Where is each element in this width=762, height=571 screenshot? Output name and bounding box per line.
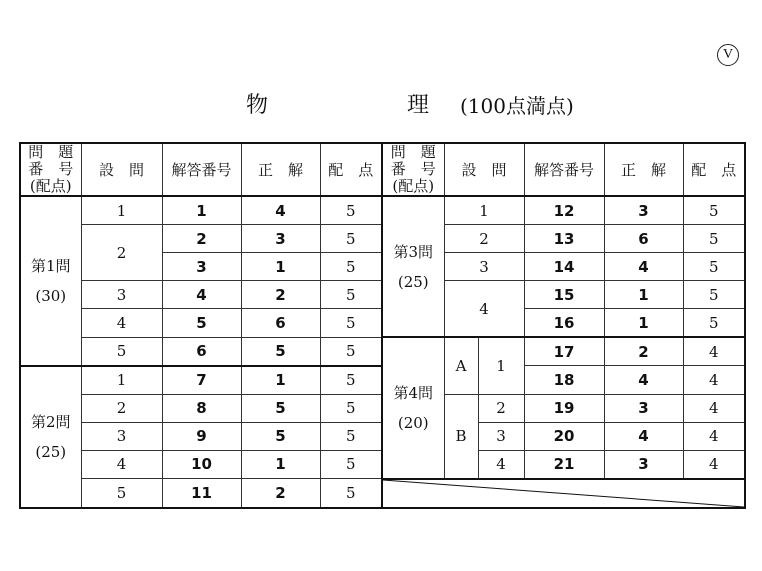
answer-no-cell: 17: [524, 337, 604, 366]
header-question: 設 問: [81, 143, 162, 196]
header-points: 配 点: [320, 143, 382, 196]
group-cell: [382, 196, 444, 337]
question-cell: 1: [81, 366, 162, 395]
answer-no-cell: 19: [524, 394, 604, 422]
correct-cell: 4: [604, 253, 683, 281]
question-cell: 2: [444, 225, 524, 253]
points-cell: 4: [683, 337, 745, 366]
group-points: (20): [397, 413, 429, 432]
answer-no-cell: 8: [162, 394, 241, 422]
points-cell: 5: [320, 253, 382, 281]
header-answer-no: 解答番号: [524, 143, 604, 196]
points-cell: 5: [683, 196, 745, 225]
answer-no-cell: 21: [524, 450, 604, 479]
question-cell: 2: [478, 394, 524, 422]
answer-no-cell: 9: [162, 422, 241, 450]
table-row: [20, 196, 745, 225]
correct-cell: 1: [241, 450, 320, 479]
answer-no-cell: 12: [524, 196, 604, 225]
question-cell: 3: [81, 281, 162, 309]
answer-no-cell: 11: [162, 479, 241, 508]
group-points: (25): [35, 442, 67, 461]
correct-cell: 3: [241, 225, 320, 253]
group-cell: [20, 196, 81, 366]
points-cell: 5: [683, 309, 745, 338]
header-row: [20, 143, 745, 196]
header-problem-no: [382, 143, 444, 196]
answer-no-cell: 7: [162, 366, 241, 395]
correct-cell: 4: [604, 366, 683, 395]
question-cell: 2: [81, 394, 162, 422]
answer-no-cell: 10: [162, 450, 241, 479]
correct-cell: 1: [604, 281, 683, 309]
group-cell: [20, 366, 81, 508]
points-cell: 5: [320, 422, 382, 450]
question-cell: 3: [81, 422, 162, 450]
correct-cell: 4: [604, 422, 683, 450]
points-cell: 5: [320, 281, 382, 309]
question-cell: 2: [81, 225, 162, 281]
header-line: 番 号: [390, 160, 436, 178]
correct-cell: 4: [241, 196, 320, 225]
correct-cell: 2: [241, 281, 320, 309]
answer-no-cell: 2: [162, 225, 241, 253]
question-cell: 5: [81, 479, 162, 508]
table-row: [20, 337, 745, 366]
table-row: [20, 479, 745, 508]
correct-cell: 3: [604, 394, 683, 422]
points-cell: 5: [320, 479, 382, 508]
page-title: [246, 88, 430, 119]
question-cell: 3: [444, 253, 524, 281]
answer-no-cell: 1: [162, 196, 241, 225]
group-points: (30): [35, 286, 67, 305]
answer-no-cell: 5: [162, 309, 241, 338]
correct-cell: 2: [241, 479, 320, 508]
points-cell: 4: [683, 422, 745, 450]
answer-no-cell: 13: [524, 225, 604, 253]
section-cell: A: [444, 337, 478, 394]
header-points: 配 点: [683, 143, 745, 196]
question-cell: 5: [81, 337, 162, 366]
group-label: 第1問: [30, 256, 71, 275]
answer-no-cell: 14: [524, 253, 604, 281]
answer-no-cell: 15: [524, 281, 604, 309]
correct-cell: 6: [604, 225, 683, 253]
question-cell: 1: [478, 337, 524, 394]
points-cell: 5: [320, 309, 382, 338]
diagonal-line: [383, 480, 744, 507]
empty-slash-cell: [382, 479, 745, 508]
correct-cell: 1: [241, 366, 320, 395]
answer-no-cell: 3: [162, 253, 241, 281]
points-cell: 5: [320, 337, 382, 366]
answer-table: [19, 142, 746, 509]
group-cell: [382, 337, 444, 479]
answer-no-cell: 16: [524, 309, 604, 338]
title-points: (100点満点): [460, 94, 574, 118]
version-badge: V: [717, 44, 739, 66]
header-problem-no: [20, 143, 81, 196]
points-cell: 5: [320, 450, 382, 479]
points-cell: 5: [320, 225, 382, 253]
title-char-left: 物: [246, 93, 270, 118]
question-cell: 4: [444, 281, 524, 338]
question-cell: 1: [81, 196, 162, 225]
group-label: 第3問: [393, 242, 434, 261]
points-cell: 5: [683, 253, 745, 281]
header-correct: 正 解: [604, 143, 683, 196]
points-cell: 4: [683, 450, 745, 479]
header-line: 問 題: [390, 143, 436, 161]
correct-cell: 3: [604, 450, 683, 479]
question-cell: 1: [444, 196, 524, 225]
header-line: (配点): [392, 177, 435, 195]
points-cell: 4: [683, 394, 745, 422]
group-label: 第4問: [393, 383, 434, 402]
correct-cell: 6: [241, 309, 320, 338]
answer-no-cell: 4: [162, 281, 241, 309]
header-correct: 正 解: [241, 143, 320, 196]
header-line: 番 号: [28, 160, 74, 178]
correct-cell: 5: [241, 394, 320, 422]
title-char-right: 理: [407, 93, 431, 118]
question-cell: 4: [478, 450, 524, 479]
group-points: (25): [397, 272, 429, 291]
answer-no-cell: 6: [162, 337, 241, 366]
correct-cell: 5: [241, 422, 320, 450]
question-cell: 3: [478, 422, 524, 450]
question-cell: 4: [81, 309, 162, 338]
points-cell: 5: [683, 281, 745, 309]
header-line: 問 題: [28, 143, 74, 161]
correct-cell: 1: [604, 309, 683, 338]
header-answer-no: 解答番号: [162, 143, 241, 196]
answer-no-cell: 20: [524, 422, 604, 450]
correct-cell: 2: [604, 337, 683, 366]
correct-cell: 1: [241, 253, 320, 281]
header-question: 設 問: [444, 143, 524, 196]
points-cell: 4: [683, 366, 745, 395]
group-label: 第2問: [30, 412, 71, 431]
section-cell: B: [444, 394, 478, 479]
correct-cell: 5: [241, 337, 320, 366]
points-cell: 5: [320, 394, 382, 422]
points-cell: 5: [320, 366, 382, 395]
points-cell: 5: [320, 196, 382, 225]
points-cell: 5: [683, 225, 745, 253]
header-line: (配点): [29, 177, 72, 195]
question-cell: 4: [81, 450, 162, 479]
correct-cell: 3: [604, 196, 683, 225]
answer-no-cell: 18: [524, 366, 604, 395]
